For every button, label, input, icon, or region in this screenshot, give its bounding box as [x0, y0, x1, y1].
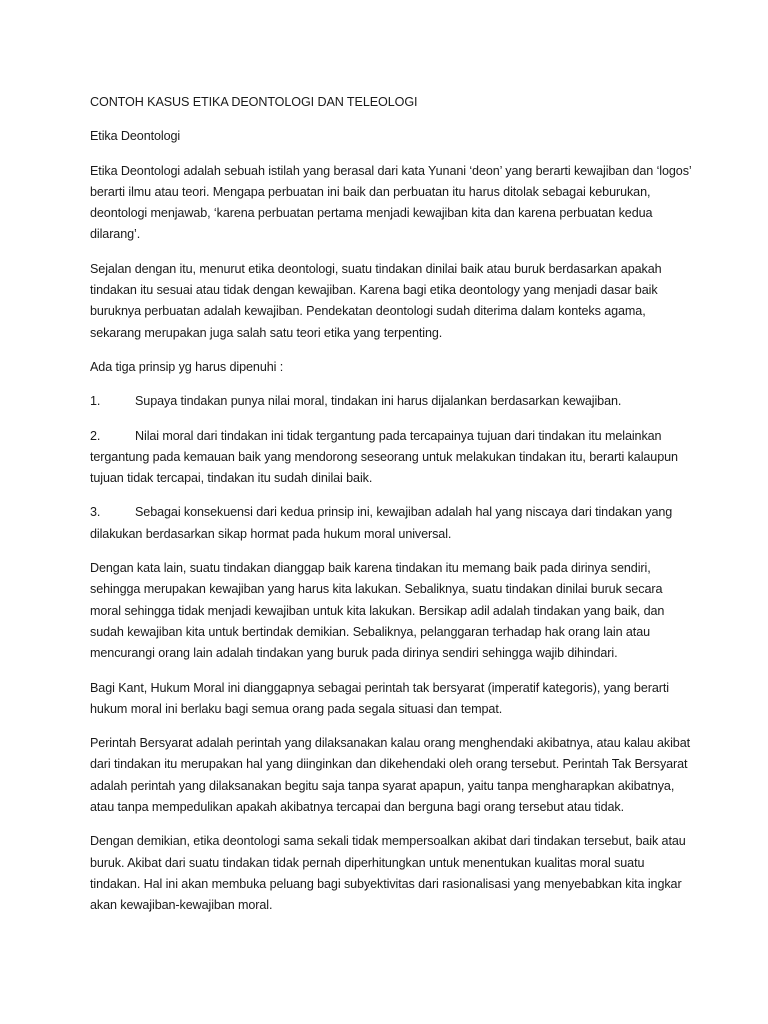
document-page	[90, 92, 694, 930]
principle-text: Sebagai konsekuensi dari kedua prinsip ini, kewajiban adalah hal yang niscaya dari tindakan yang dilakukan berdasarkan sikap hormat pada hukum moral universal.	[90, 505, 673, 541]
paragraph-definition: Etika Deontologi adalah sebuah istilah yang berasal dari kata Yunani ‘deon’ yang berarti kewajiban dan ‘logos’ berarti ilmu atau teori. Mengapa perbuatan ini baik dan perbuatan itu harus ditolak sebagai keburukan, deontologi menjawab, ‘karena perbuatan pertama menjadi kewajiban kita dan karena perbuatan kedua dilarang’.	[90, 163, 692, 242]
principle-text: Supaya tindakan punya nilai moral, tindakan ini harus dijalankan berdasarkan kewajiban.	[135, 394, 622, 409]
paragraph-principles-intro: Ada tiga prinsip yg harus dipenuhi :	[90, 359, 284, 374]
paragraph-conclusion: Dengan demikian, etika deontologi sama sekali tidak mempersoalkan akibat dari tindakan tersebut, baik atau buruk. Akibat dari suatu tindakan tidak pernah diperhitungkan untuk menentukan kualitas moral suatu tindakan. Hal ini akan membuka peluang bagi subyektivitas dari rasionalisasi yang menyebabkan kita ingkar akan kewajiban-kewajiban moral.	[90, 834, 686, 913]
principle-item-2	[90, 426, 694, 490]
principle-item-1	[90, 391, 694, 412]
paragraph-context: Sejalan dengan itu, menurut etika deontologi, suatu tindakan dinilai baik atau buruk berdasarkan apakah tindakan itu sesuai atau tidak dengan kewajiban. Karena bagi etika deontology yang menjadi dasar baik buruknya perbuatan adalah kewajiban. Pendekatan deontologi sudah diterima dalam konteks agama, sekarang merupakan juga salah satu teori etika yang terpenting.	[90, 261, 662, 340]
principle-number: 1.	[90, 394, 101, 409]
principle-number: 3.	[90, 505, 101, 520]
document-title: CONTOH KASUS ETIKA DEONTOLOGI DAN TELEOLOGI	[90, 95, 418, 109]
principle-item-3	[90, 502, 694, 545]
paragraph-kant: Bagi Kant, Hukum Moral ini dianggapnya sebagai perintah tak bersyarat (imperatif kategoris), yang berarti hukum moral ini berlaku bagi semua orang pada segala situasi dan tempat.	[90, 680, 669, 716]
principle-number: 2.	[90, 428, 101, 443]
paragraph-other-words: Dengan kata lain, suatu tindakan dianggap baik karena tindakan itu memang baik pada dirinya sendiri, sehingga merupakan kewajiban yang harus kita lakukan. Sebaliknya, suatu tindakan dinilai buruk secara moral sehingga tidak menjadi kewajiban untuk kita lakukan. Bersikap adil adalah tindakan yang baik, dan sudah kewajiban kita untuk bertindak demikian. Sebaliknya, pelanggaran terhadap hak orang lain atau mencurangi orang lain adalah tindakan yang buruk pada dirinya sendiri sehingga wajib dihindari.	[90, 561, 665, 661]
paragraph-imperatives: Perintah Bersyarat adalah perintah yang dilaksanakan kalau orang menghendaki akibatnya, atau kalau akibat dari tindakan itu merupakan hal yang diinginkan dan dikehendaki oleh orang tersebut. Perintah Tak Bersyarat adalah perintah yang dilaksanakan begitu saja tanpa syarat apapun, yaitu tanpa mengharapkan akibatnya, atau tanpa mempedulikan apakah akibatnya tercapai dan berguna bagi orang tersebut atau tidak.	[90, 736, 691, 815]
section-heading: Etika Deontologi	[90, 129, 181, 144]
principle-text: Nilai moral dari tindakan ini tidak tergantung pada tercapainya tujuan dari tindakan itu melainkan tergantung pada kemauan baik yang mendorong seseorang untuk melakukan tindakan itu, berarti kalaupun tujuan tidak tercapai, tindakan itu sudah dinilai baik.	[90, 428, 678, 486]
